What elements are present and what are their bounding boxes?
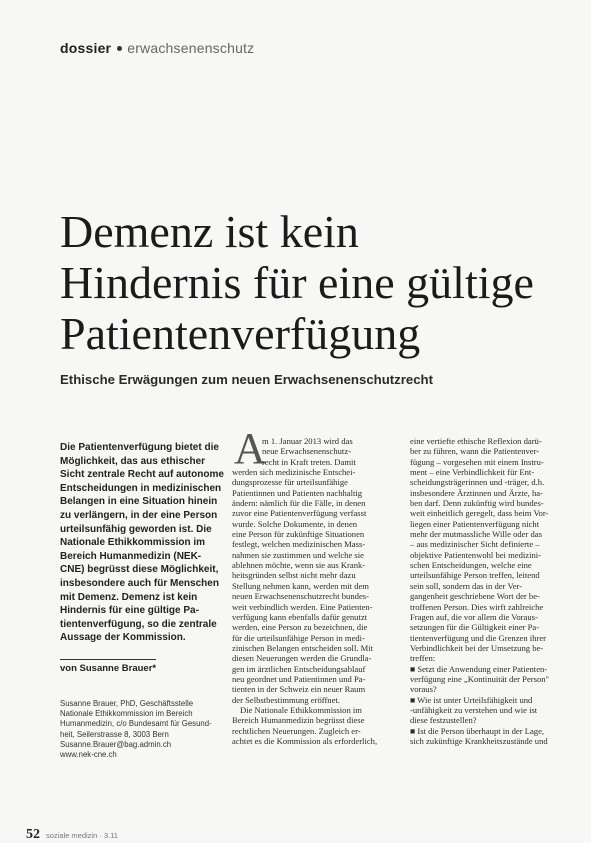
body-line: ben darf. Denn zukünftig wird bundes- <box>410 498 544 509</box>
body-line: gen im ärztlichen Entscheidungsablauf <box>232 663 366 674</box>
body-line: insbesondere Ärztinnen und Ärzte, ha- <box>410 487 543 498</box>
body-line: troffenen Person. Dies wirft zahlreiche <box>410 601 544 612</box>
title-line: Patientenverfügung <box>60 308 421 359</box>
body-line: achtet es die Kommission als erforderlich, <box>232 735 378 746</box>
body-line: -unfähigkeit zu verstehen und wie ist <box>410 704 538 715</box>
contact-line: Nationale Ethikkommission im Bereich <box>60 709 193 719</box>
body-line: setzungen für die Gültigkeit einer Pa- <box>410 622 540 633</box>
body-line: neu geordnet und Patientinnen und Pa- <box>232 673 366 684</box>
body-line: voraus? <box>410 684 437 695</box>
lead-line: zu verlängern, in der eine Person <box>60 509 218 521</box>
body-line: rechtlichen Neuerungen. Zugleich er- <box>232 725 361 736</box>
body-line: Bereich Humanmedizin begrüsst diese <box>232 715 365 726</box>
contact-line: heit, Seilerstrasse 8, 3003 Bern <box>60 729 169 739</box>
body-line: treffen: <box>410 653 436 664</box>
body-line: eine Person für zukünftige Situationen <box>232 529 365 540</box>
lead-line: Entscheidungen in medizinischen <box>60 482 222 494</box>
page-number: 52 <box>26 827 40 842</box>
page-footer <box>26 825 118 843</box>
body-line: m 1. Januar 2013 wird das <box>262 436 353 446</box>
body-line: sein soll, sondern das in der Ver- <box>410 580 523 591</box>
body-line: zinischen Belangen entscheiden soll. Mit <box>232 642 374 653</box>
body-line: Verbindlichkeit bei der Umsetzung be- <box>410 642 544 653</box>
body-line: verfügung eine „Kontinuität der Person" <box>410 673 550 684</box>
section-header <box>60 40 254 56</box>
body-line: der Selbstbestimmung eröffnet. <box>232 694 340 705</box>
lead-line: Belangen in eine Situation hinein <box>60 496 218 508</box>
body-line: recht in Kraft treten. Damit <box>262 456 356 467</box>
body-line: nahmen sie zustimmen und welche sie <box>232 549 364 560</box>
body-line: – aus medizinischer Sicht definierte – <box>410 539 540 550</box>
lead-line: urteilsunfähig geworden ist. Die <box>60 523 212 535</box>
body-line: weit verbindlich werden. Eine Patienten- <box>232 601 373 612</box>
contact-line: Humanmedizin, c/o Bundesamt für Gesund- <box>60 719 212 729</box>
body-line: heitsgründen selbst nicht mehr dazu <box>232 570 356 581</box>
lead-line: Die Patientenverfügung bietet die <box>60 442 219 453</box>
lead-line: Aussage der Kommission. <box>60 632 186 644</box>
header-dossier: dossier <box>60 40 112 56</box>
body-line: scheidungsträgerinnen und -träger, d.h. <box>410 477 545 488</box>
body-line: ■ Wie ist unter Urteilsfähigkeit und <box>410 694 533 705</box>
body-line: dungsprozesse für urteilsunfähige <box>232 477 348 488</box>
body-line: werden sich medizinische Entschei- <box>232 467 356 478</box>
drop-cap: A <box>234 424 266 473</box>
body-line: wurde. Solche Dokumente, in denen <box>232 518 358 529</box>
body-line: tientenverfügung und die Grenzen ihrer <box>410 632 547 643</box>
author-divider <box>60 659 156 660</box>
body-line: schen Entscheidungen, welche eine <box>410 560 532 571</box>
contact-line: www.nek-cne.ch <box>60 750 117 760</box>
body-line: ■ Setzt die Anwendung einer Patienten- <box>410 663 548 674</box>
body-line: verfügung kann ebenfalls dafür genutzt <box>232 611 368 622</box>
article-title <box>60 206 570 359</box>
body-line: urteilsunfähige Person treffen, leitend <box>410 570 540 581</box>
article-subtitle: Ethische Erwägungen zum neuen Erwachsenenschutzrecht <box>60 372 433 387</box>
body-line: für die urteilsunfähige Person in medi- <box>232 632 365 643</box>
bullet-dot-icon <box>117 46 122 51</box>
lead-line: Hindernis für eine gültige Pa- <box>60 605 199 617</box>
body-line: werden, eine Person zu bezeichnen, die <box>232 622 368 633</box>
body-line: zuvor eine Patientenverfügung verfasst <box>232 508 367 519</box>
body-line: diese festzustellen? <box>410 715 477 726</box>
body-line: Stellung nehmen kann, werden mit dem <box>232 580 369 591</box>
body-line: ■ Ist die Person überhaupt in der Lage, <box>410 725 545 736</box>
body-line: neuen Erwachsenenschutzrecht bundes- <box>232 591 369 602</box>
lead-line: CNE) begrüsst diese Möglichkeit, <box>60 564 219 576</box>
body-line: ändern: nämlich für die Fälle, in denen <box>232 498 366 509</box>
body-line: festlegt, welchen medizinischen Mass- <box>232 539 366 550</box>
title-line: Demenz ist kein <box>60 206 359 257</box>
body-column-2 <box>410 436 575 746</box>
body-line: Die Nationale Ethikkommission im <box>240 704 362 715</box>
body-line: objektive Patientenwohl bei medizini- <box>410 549 542 560</box>
body-column-1 <box>232 436 399 746</box>
author-contact <box>60 699 230 760</box>
lead-line: Sicht zentrale Recht auf autonome <box>60 469 224 481</box>
lead-line: tientenverfügung, so die zentrale <box>60 618 217 630</box>
body-line: liegen einer Patientenverfügung nicht <box>410 518 540 529</box>
body-line: ber zu führen, wann die Patientenver- <box>410 446 540 457</box>
contact-line: Susanne Brauer, PhD, Geschäftsstelle <box>60 699 194 708</box>
body-line: neue Erwachsenenschutz- <box>262 446 351 457</box>
lead-line: Bereich Humanmedizin (NEK- <box>60 550 202 562</box>
body-line: Fragen auf, die vor allem die Voraus- <box>410 611 538 622</box>
body-line: diesen Neuerungen werden die Grundla- <box>232 653 372 664</box>
body-line: Patientinnen und Patienten nachhaltig <box>232 487 363 498</box>
lead-line: Möglichkeit, das aus ethischer <box>60 455 206 467</box>
lead-line: Nationale Ethikkommission im <box>60 537 206 549</box>
lead-line: insbesondere auch für Menschen <box>60 577 219 589</box>
body-line: weit einheitlich geregelt, dass beim Vor- <box>410 508 549 519</box>
contact-line: Susanne.Brauer@bag.admin.ch <box>60 739 172 749</box>
body-line: ment – eine Verbindlichkeit für Ent- <box>410 467 535 478</box>
body-line: ablehnen möchte, wenn sie aus Krank- <box>232 560 366 571</box>
lead-paragraph <box>60 441 224 645</box>
body-line: fügung – vorgesehen mit einem Instru- <box>410 456 544 467</box>
title-line: Hindernis für eine gültige <box>60 257 534 308</box>
body-line: tienten in der Schweiz ein neuer Raum <box>232 684 366 695</box>
publication-name: soziale medizin · 3.11 <box>46 831 118 840</box>
lead-line: mit Demenz. Demenz ist kein <box>60 591 198 603</box>
body-line: mehr der mutmassliche Wille oder das <box>410 529 542 540</box>
body-line: sich zukünftige Krankheitszustände und <box>410 735 548 746</box>
body-line: eine vertiefte ethische Reflexion darü- <box>410 436 542 446</box>
header-section: erwachsenenschutz <box>127 40 255 56</box>
body-line: gangenheit geschriebene Wort der be- <box>410 591 540 602</box>
author-byline: von Susanne Brauer* <box>60 663 157 674</box>
